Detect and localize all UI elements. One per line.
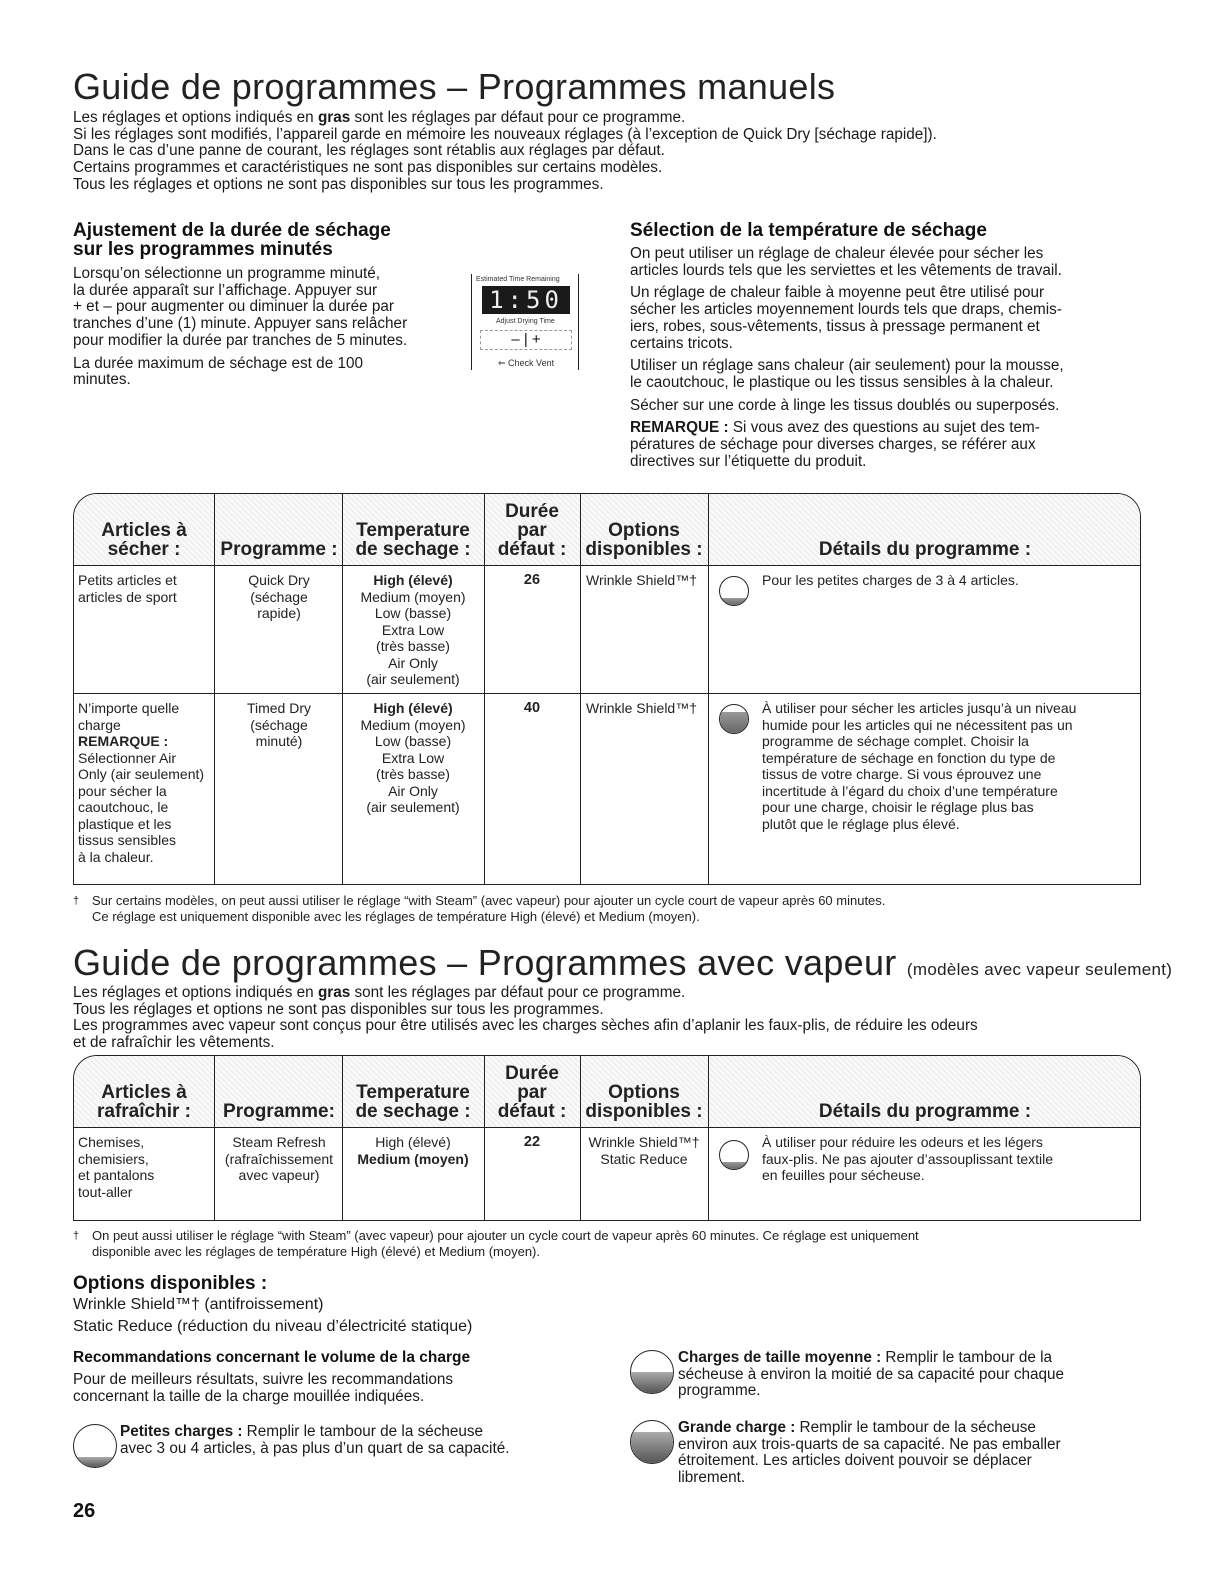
adjust-time-section — [73, 221, 473, 395]
header-details: Détails du programme : — [818, 1101, 1032, 1122]
adjust-paragraph: Lorsqu’on sélectionne un programme minuté, la durée apparaît sur l’affichage. Appuyer sur + et – pour augmenter ou diminuer la durée par tranches d’une (1) minute. Appuyer sans relâcher pour modifier la durée par tranches de 5 minutes. — [73, 265, 408, 349]
intro-line: Si les réglages sont modifiés, l’appareil garde en mémoire les nouveaux réglages (à l’exception de Quick Dry [séchage rapide]). — [73, 125, 937, 143]
intro-steam: Les réglages et options indiqués en gras sont les réglages par défaut pour ce programme. Tous les réglages et options ne sont pas disponibles sur tous les programmes. Les programmes avec vapeur sont conçus pour être utilisés avec les charges sèches afin d’aplanir les faux-plis, de réduire les odeurs et de rafraîchir les vêtements. — [73, 984, 978, 1052]
table-row — [74, 694, 1140, 884]
check-vent-icon: ⇐ — [498, 358, 509, 368]
footnote-manual: † Sur certains modèles, on peut aussi utiliser le réglage “with Steam” (avec vapeur) pour ajouter un cycle court de vapeur après 60 minutes. Ce réglage est uniquement disponible avec les réglages de température High (élevé) et Medium (moyen). — [73, 893, 886, 924]
header-options: Options disponibles : — [585, 520, 703, 560]
table-row — [74, 566, 1140, 694]
cell-duree: 40 — [523, 700, 541, 716]
intro-line: Tous les réglages et options ne sont pas disponibles sur tous les programmes. — [73, 175, 604, 193]
intro-line: Les programmes avec vapeur sont conçus pour être utilisés avec les charges sèches afin d’aplanir les faux-plis, de réduire les odeurs — [73, 1017, 978, 1035]
intro-line: Certains programmes et caractéristiques ne sont pas disponibles sur certains modèles. — [73, 159, 663, 177]
temperature-heading: Sélection de la température de séchage — [630, 220, 987, 241]
table-header — [74, 494, 1140, 566]
page-number: 26 — [73, 1500, 96, 1522]
cell-articles: N’importe quelle charge REMARQUE : Sélectionner Air Only (air seulement) pour sécher la caoutchouc, le plastique et les tissus sensibles à la chaleur. — [78, 700, 205, 865]
cell-articles: Chemises, chemisiers, et pantalons tout-aller — [78, 1134, 155, 1200]
header-articles: Articles à sécher : — [101, 520, 187, 560]
medium-load-recommendation: Charges de taille moyenne : Remplir le tambour de la sécheuse à environ la moitié de sa capacité pour chaque programme. — [678, 1349, 1065, 1400]
max-duration-paragraph: La durée maximum de séchage est de 100 minutes. — [73, 354, 363, 389]
intro-line: et de rafraîchir les vêtements. — [73, 1034, 275, 1052]
cell-options: Wrinkle Shield™† Static Reduce — [588, 1134, 700, 1167]
cell-details: Pour les petites charges de 3 à 4 articles. — [762, 572, 1019, 588]
small-load-icon — [73, 1424, 117, 1468]
header-details: Détails du programme : — [818, 539, 1032, 560]
adjust-time-buttons: – | + — [480, 330, 572, 350]
table-row — [74, 1128, 1140, 1220]
adjust-heading: Ajustement de la durée de séchage sur les programmes minutés — [73, 220, 391, 260]
options-heading: Options disponibles : — [73, 1273, 268, 1294]
cell-options: Wrinkle Shield™† — [586, 700, 698, 716]
small-load-icon — [719, 576, 749, 606]
cell-programme: Steam Refresh (rafraîchissement avec vapeur) — [224, 1134, 334, 1183]
header-temperature: Temperature de sechage : — [355, 520, 471, 560]
small-load-recommendation: Petites charges : Remplir le tambour de la sécheuse avec 3 ou 4 articles, à pas plus d’un quart de sa capacité. — [120, 1423, 510, 1457]
header-programme: Programme: — [223, 1101, 335, 1122]
cell-duree: 22 — [523, 1134, 541, 1150]
dryer-display-illustration: Estimated Time Remaining 1:50 Adjust Drying Time – | + ⇐ Check Vent — [471, 274, 579, 370]
header-options: Options disponibles : — [585, 1082, 703, 1122]
cell-programme: Quick Dry (séchage rapide) — [248, 572, 310, 621]
options-section: Options disponibles : Wrinkle Shield™† (antifroissement) Static Reduce (réduction du niveau d’électricité statique) — [73, 1273, 473, 1335]
header-programme: Programme : — [220, 539, 338, 560]
large-load-icon — [719, 704, 749, 734]
small-load-icon — [719, 1140, 749, 1170]
temperature-note: REMARQUE : Si vous avez des questions au sujet des tem- pératures de séchage pour diverses charges, se référer aux directives sur l’étiquette du produit. — [630, 419, 1040, 470]
recommendations-heading: Recommandations concernant le volume de la charge — [73, 1349, 471, 1366]
cell-temperature: High (élevé) Medium (moyen) Low (basse) Extra Low (très basse) Air Only (air seulement) — [360, 572, 466, 687]
footnote-steam: † On peut aussi utiliser le réglage “with Steam” (avec vapeur) pour ajouter un cycle court de vapeur après 60 minutes. Ce réglage est uniquement disponible avec les réglages de température High (élevé) et Medium (moyen). — [73, 1228, 919, 1259]
medium-load-icon — [630, 1350, 674, 1394]
cell-temperature: High (élevé) Medium (moyen) Low (basse) Extra Low (très basse) Air Only (air seulement) — [360, 700, 466, 815]
intro-line: Tous les réglages et options ne sont pas disponibles sur tous les programmes. — [73, 1000, 604, 1018]
page-title-manual-programs: Guide de programmes – Programmes manuels — [73, 66, 836, 107]
cell-details: À utiliser pour réduire les odeurs et les légers faux-plis. Ne pas ajouter d’assouplissant textile en feuilles pour sécheuse. — [762, 1134, 1054, 1183]
page-title-steam-programs: Guide de programmes – Programmes avec vapeur (modèles avec vapeur seulement) — [73, 942, 1173, 983]
intro-line: Dans le cas d’une panne de courant, les réglages sont rétablis aux réglages par défaut. — [73, 142, 665, 160]
header-duree: Durée par défaut : — [497, 1063, 567, 1122]
manual-programs-table — [73, 493, 1141, 885]
intro-manual: Les réglages et options indiqués en gras sont les réglages par défaut pour ce programme. Si les réglages sont modifiés, l’appareil garde en mémoire les nouveaux réglages (à l’exception de Quick Dry [séchage rapide]). Dans le cas d’une panne de courant, les réglages sont rétablis aux réglages par défaut. Certains programmes et caractéristiques ne sont pas disponibles sur certains modèles. Tous les réglages et options ne sont pas disponibles sur tous les programmes. — [73, 109, 937, 193]
header-duree: Durée par défaut : — [497, 501, 567, 560]
header-temperature: Temperature de sechage : — [355, 1082, 471, 1122]
cell-details: À utiliser pour sécher les articles jusqu’à un niveau humide pour les articles qui ne nécessitent pas un programme de séchage complet. Choisir la température de séchage en fonction du type de tissus de votre charge. Si vous éprouvez une incertitude à l’égard du choix d’une température pour une charge, choisir le réglage plus bas plutôt que le réglage plus élevé. — [762, 700, 1077, 832]
large-load-icon — [630, 1420, 674, 1464]
large-load-recommendation: Grande charge : Remplir le tambour de la sécheuse environ aux trois-quarts de sa capacité. Ne pas emballer étroitement. Les articles doivent pouvoir se déplacer librement. — [678, 1419, 1061, 1487]
header-articles: Articles à rafraîchir : — [97, 1082, 191, 1122]
steam-programs-table — [73, 1055, 1141, 1221]
time-display: 1:50 — [482, 286, 570, 314]
recommendations-section: Recommandations concernant le volume de la charge Pour de meilleurs résultats, suivre les recommandations concernant la taille de la charge mouillée indiquées. — [73, 1349, 603, 1411]
cell-duree: 26 — [523, 572, 541, 588]
cell-temperature: High (élevé) Medium (moyen) — [357, 1134, 469, 1167]
cell-options: Wrinkle Shield™† — [586, 572, 698, 588]
cell-programme: Timed Dry (séchage minuté) — [246, 700, 312, 749]
temperature-section: Sélection de la température de séchage On peut utiliser un réglage de chaleur élevée pour sécher les articles lourds tels que les serviettes et les vêtements de travail. Un réglage de chaleur faible à moyenne peut être utilisé pour sécher les articles moyennement lourds tels que draps, chemis- iers, robes, sous-vêtements, tissus à pressage permanent et certains tricots. Utiliser un réglage sans chaleur (air seulement) pour la mousse, le caoutchouc, le plastique ou les tissus sensibles à la chaleur. Sécher sur une corde à linge les tissus doublés ou superposés. REMARQUE : Si vous avez des questions au sujet des tem- pératures de séchage pour diverses charges, se référer aux directives sur l’étiquette du produit. — [630, 221, 1150, 476]
table-header — [74, 1056, 1140, 1128]
cell-articles: Petits articles et articles de sport — [78, 572, 177, 605]
